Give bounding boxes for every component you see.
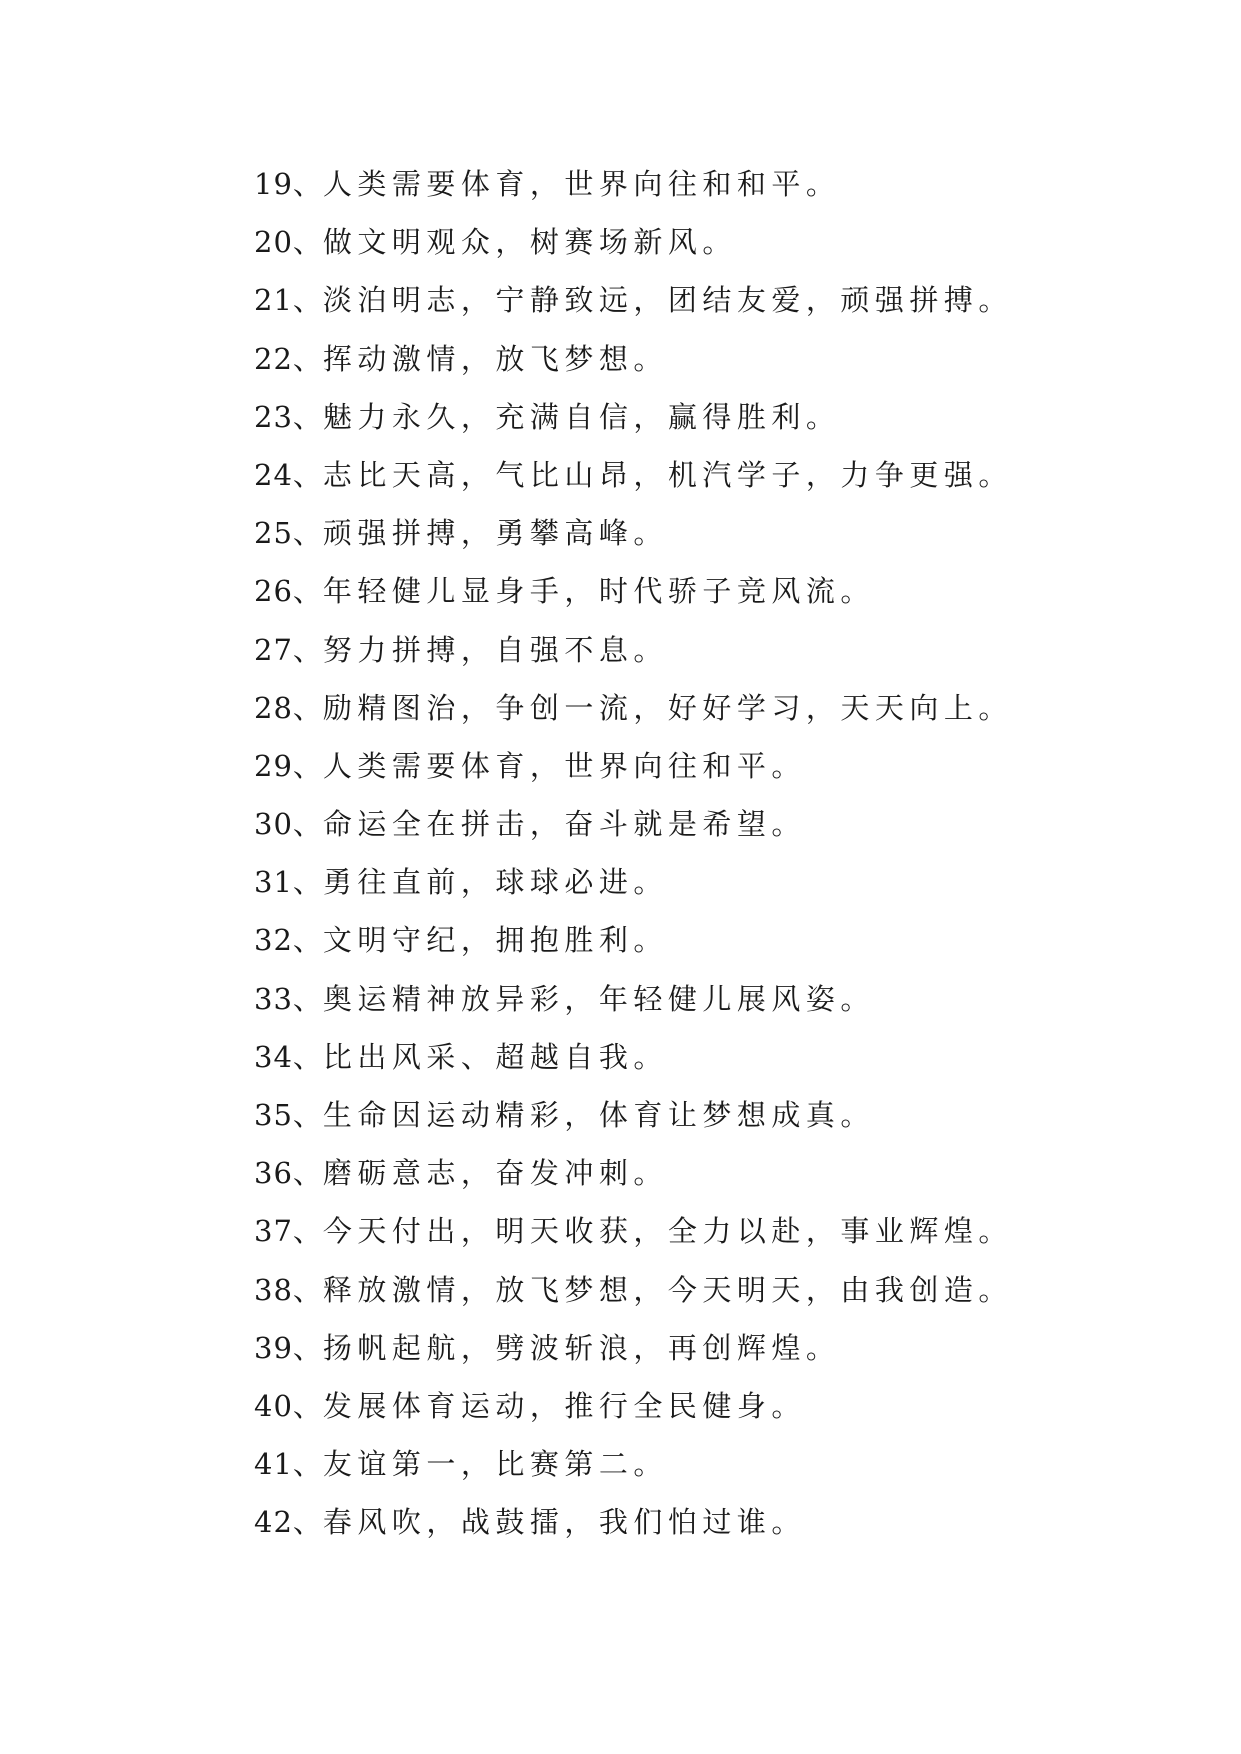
list-item — [254, 271, 1013, 329]
list-item — [254, 1493, 1013, 1551]
item-text: 志比天高，气比山昂，机汽学子，力争更强。 — [322, 457, 1013, 492]
item-number: 23、 — [254, 399, 323, 434]
item-number: 42、 — [254, 1505, 323, 1540]
item-number: 24、 — [254, 457, 323, 492]
list-item — [254, 1144, 1013, 1202]
item-text: 奥运精神放异彩，年轻健儿展风姿。 — [322, 981, 875, 1016]
item-number: 30、 — [254, 807, 323, 842]
item-text: 魅力永久，充满自信，赢得胜利。 — [322, 399, 841, 434]
item-text: 春风吹，战鼓擂，我们怕过谁。 — [322, 1505, 806, 1540]
list-item — [254, 1435, 1013, 1493]
list-item — [254, 737, 1013, 795]
list-item — [254, 330, 1013, 388]
item-number: 41、 — [254, 1447, 323, 1482]
item-text: 勇往直前，球球必进。 — [322, 865, 668, 900]
list-item — [254, 795, 1013, 853]
item-text: 顽强拼搏，勇攀高峰。 — [322, 516, 668, 551]
item-number: 21、 — [254, 283, 323, 318]
item-number: 29、 — [254, 748, 323, 783]
item-number: 33、 — [254, 981, 323, 1016]
item-number: 28、 — [254, 690, 323, 725]
item-number: 25、 — [254, 516, 323, 551]
item-text: 励精图治，争创一流，好好学习，天天向上。 — [322, 690, 1013, 725]
list-item — [254, 1202, 1013, 1260]
list-item — [254, 853, 1013, 911]
item-number: 37、 — [254, 1214, 323, 1249]
list-item — [254, 388, 1013, 446]
item-text: 释放激情，放飞梦想，今天明天，由我创造。 — [322, 1272, 1013, 1307]
list-item — [254, 1261, 1013, 1319]
item-text: 生命因运动精彩，体育让梦想成真。 — [322, 1098, 875, 1132]
list-item — [254, 446, 1013, 504]
item-number: 36、 — [254, 1156, 323, 1191]
item-text: 发展体育运动，推行全民健身。 — [322, 1388, 806, 1423]
item-number: 22、 — [254, 341, 323, 376]
item-text: 友谊第一，比赛第二。 — [322, 1447, 668, 1482]
item-text: 人类需要体育，世界向往和平。 — [322, 748, 806, 783]
item-text: 磨砺意志，奋发冲刺。 — [322, 1156, 668, 1191]
item-text: 扬帆起航，劈波斩浪，再创辉煌。 — [322, 1330, 841, 1365]
item-number: 27、 — [254, 632, 323, 667]
item-text: 年轻健儿显身手，时代骄子竞风流。 — [322, 574, 875, 609]
list-item — [254, 679, 1013, 737]
item-number: 19、 — [254, 167, 323, 201]
item-text: 淡泊明志，宁静致远，团结友爱，顽强拼搏。 — [322, 283, 1013, 318]
item-number: 26、 — [254, 574, 323, 609]
list-item — [254, 911, 1013, 969]
list-item — [254, 1319, 1013, 1377]
item-number: 35、 — [254, 1098, 323, 1132]
item-text: 命运全在拼击，奋斗就是希望。 — [322, 807, 806, 842]
item-number: 40、 — [254, 1388, 323, 1423]
item-number: 38、 — [254, 1272, 323, 1307]
list-item — [254, 504, 1013, 562]
item-text: 努力拼搏，自强不息。 — [322, 632, 668, 667]
list-item — [254, 1377, 1013, 1435]
item-text: 比出风采、超越自我。 — [322, 1039, 668, 1074]
list-item — [254, 562, 1013, 620]
list-item — [254, 155, 1013, 213]
item-text: 做文明观众，树赛场新风。 — [322, 225, 737, 260]
item-number: 34、 — [254, 1039, 323, 1074]
list-item — [254, 1086, 1013, 1144]
item-text: 文明守纪，拥抱胜利。 — [322, 923, 668, 958]
list-item — [254, 1028, 1013, 1086]
item-number: 32、 — [254, 923, 323, 958]
slogan-list — [254, 155, 1013, 1552]
item-text: 挥动激情，放飞梦想。 — [322, 341, 668, 376]
item-text: 人类需要体育，世界向往和和平。 — [322, 167, 841, 201]
item-number: 39、 — [254, 1330, 323, 1365]
item-number: 31、 — [254, 865, 323, 900]
list-item — [254, 970, 1013, 1028]
item-number: 20、 — [254, 225, 323, 260]
list-item — [254, 213, 1013, 271]
item-text: 今天付出，明天收获，全力以赴，事业辉煌。 — [322, 1214, 1013, 1249]
list-item — [254, 621, 1013, 679]
